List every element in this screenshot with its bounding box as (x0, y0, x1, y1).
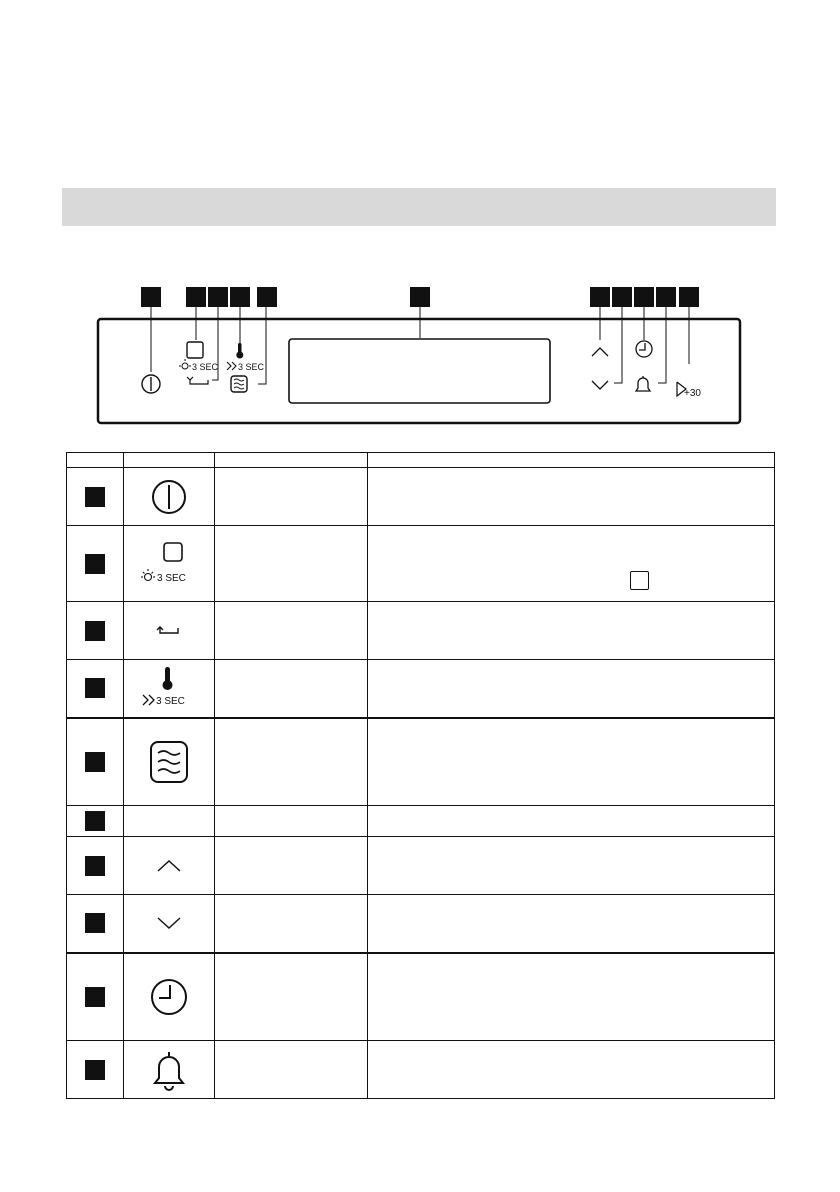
table-row (67, 806, 775, 837)
bulb-icon (179, 359, 191, 369)
description-cell (368, 837, 775, 895)
table-row (67, 602, 775, 660)
controls-table (66, 452, 775, 1099)
control-panel-diagram (0, 0, 840, 440)
function-cell (215, 895, 368, 953)
chevron-down-icon (154, 913, 184, 933)
bell-icon (636, 376, 650, 391)
table-row (67, 660, 775, 718)
function-cell (215, 1041, 368, 1099)
description-cell (368, 468, 775, 526)
row-marker (85, 811, 105, 831)
row-marker (85, 487, 105, 507)
callout-marker (208, 287, 228, 307)
function-cell (215, 806, 368, 837)
description-cell (368, 895, 775, 953)
power-icon (149, 477, 189, 517)
chevron-down-icon (592, 381, 608, 389)
callout-marker (257, 287, 277, 307)
row-marker (85, 913, 105, 933)
table-header (368, 453, 775, 468)
table-header (67, 453, 124, 468)
callout-marker (679, 287, 699, 307)
description-cell (368, 806, 775, 837)
thermometer-icon (236, 343, 243, 359)
callout-marker (141, 287, 161, 307)
table-header-row (67, 453, 775, 468)
callout-marker (230, 287, 250, 307)
table-header (124, 453, 215, 468)
row-marker (85, 554, 105, 574)
plus30-label: +30 (684, 388, 701, 399)
row-marker (85, 752, 105, 772)
row-marker (85, 678, 105, 698)
function-cell (215, 660, 368, 718)
chevron-up-icon (154, 856, 184, 876)
light-button-icon (630, 571, 649, 590)
microwave-icon (231, 376, 247, 392)
light-3sec-label: 3 SEC (192, 362, 219, 372)
light-button-icon (187, 342, 203, 358)
description-cell (368, 660, 775, 718)
callout-marker (634, 287, 654, 307)
function-cell (215, 602, 368, 660)
symbol-cell (124, 806, 215, 837)
display-screen (289, 339, 550, 403)
callout-marker (590, 287, 610, 307)
callout-marker (410, 287, 430, 307)
light-icon (137, 541, 201, 587)
fast-forward-icon (227, 362, 236, 370)
sec-label: 3 SEC (157, 572, 186, 584)
row-marker (85, 621, 105, 641)
function-cell (215, 718, 368, 806)
table-row (67, 837, 775, 895)
row-marker (85, 1060, 105, 1080)
row-marker (85, 987, 105, 1007)
back-arrow-icon (154, 621, 184, 641)
sec-label: 3 SEC (156, 696, 185, 708)
back-arrow-icon (187, 377, 208, 384)
function-cell (215, 526, 368, 602)
bell-icon (149, 1048, 189, 1092)
power-icon (142, 375, 160, 393)
microwave-icon (149, 740, 189, 784)
table-row (67, 1041, 775, 1099)
table-header (215, 453, 368, 468)
description-cell (368, 602, 775, 660)
table-row (67, 526, 775, 602)
function-cell (215, 837, 368, 895)
heatup-3sec-label: 3 SEC (238, 362, 265, 372)
callout-marker (656, 287, 676, 307)
callout-marker (186, 287, 206, 307)
description-cell (368, 1041, 775, 1099)
table-row (67, 953, 775, 1041)
thermometer-icon (139, 665, 199, 711)
table-row (67, 718, 775, 806)
function-cell (215, 953, 368, 1041)
clock-icon (636, 341, 652, 357)
table-row (67, 468, 775, 526)
description-cell (368, 953, 775, 1041)
description-cell (368, 718, 775, 806)
callout-marker (612, 287, 632, 307)
function-cell (215, 468, 368, 526)
chevron-up-icon (592, 348, 608, 356)
row-marker (85, 856, 105, 876)
clock-icon (147, 975, 191, 1019)
table-row (67, 895, 775, 953)
